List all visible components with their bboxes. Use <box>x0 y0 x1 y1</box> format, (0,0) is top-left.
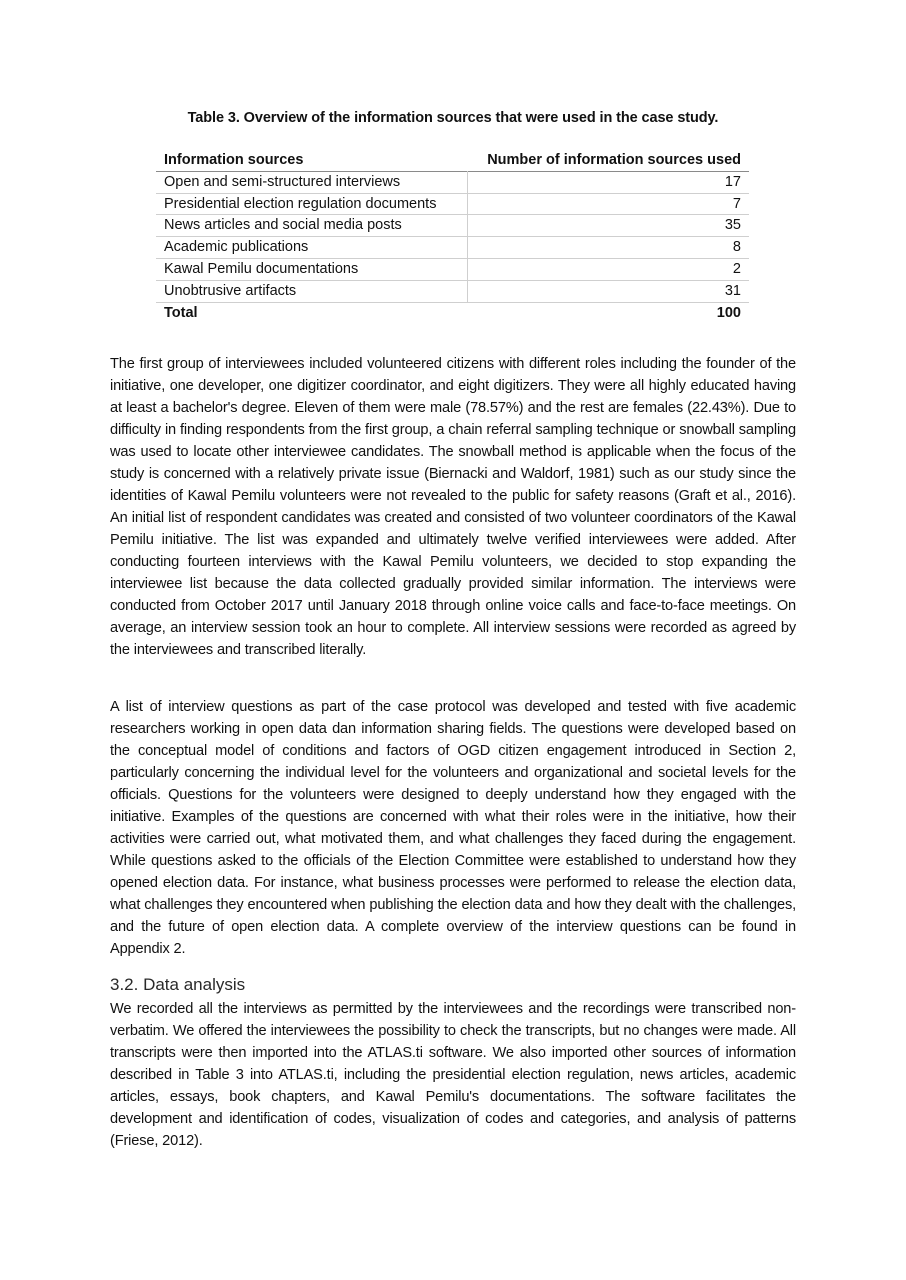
table-row <box>156 237 749 259</box>
table-header-row <box>156 150 749 171</box>
count-cell: 7 <box>732 195 741 212</box>
source-cell: Presidential election regulation documents <box>156 193 468 215</box>
body-paragraph-data-analysis: We recorded all the interviews as permitted by the interviewees and the recordings were transcribed non-verbatim. We offered the interviewees the possibility to check the transcripts, but no changes were made. All transcripts were then imported into the ATLAS.ti software. We also imported other sources of information described in Table 3 into ATLAS.ti, including the presidential election regulation, news articles, academic articles, essays, book chapters, and Kawal Pemilu's documentations. The software facilitates the development and identification of codes, visualization of codes and categories, and analysis of patterns (Friese, 2012). <box>110 1001 796 1149</box>
source-cell: Open and semi-structured interviews <box>156 171 468 193</box>
table-row <box>156 215 749 237</box>
body-paragraph-interview-questions: A list of interview questions as part of the case protocol was developed and tested with five academic researchers working in open data dan information sharing fields. The questions were developed based on the conceptual model of conditions and factors of OGD citizen engagement introduced in Section 2, particularly concerning the individual level for the volunteers and organizational and societal levels for the officials. Questions for the volunteers were designed to deeply understand how they engaged with the initiative. Examples of the questions are concerned with what their roles were in the initiative, how their activities were carried out, what motivated them, and what challenges they faced during the engagement. While questions asked to the officials of the Election Committee were established to understand how they opened election data. For instance, what business processes were performed to release the election data, what challenges they encountered when publishing the election data and how they dealt with the challenges, and the future of open election data. A complete overview of the interview questions can be found in Appendix 2. <box>110 699 796 957</box>
table-row <box>156 258 749 280</box>
source-cell: News articles and social media posts <box>156 215 468 237</box>
table-total-row <box>156 302 749 323</box>
count-cell: 31 <box>724 282 741 299</box>
total-value: 100 <box>716 304 741 321</box>
table-row <box>156 280 749 302</box>
source-cell: Academic publications <box>156 237 468 259</box>
table-caption: Table 3. Overview of the information sources that were used in the case study. <box>187 110 719 126</box>
count-cell: 17 <box>724 173 741 190</box>
table-row <box>156 193 749 215</box>
total-label: Total <box>164 304 198 321</box>
column-header-source: Information sources <box>164 152 304 168</box>
table-row <box>156 171 749 193</box>
body-paragraph-interviewees: The first group of interviewees included volunteered citizens with different roles including the founder of the initiative, one developer, one digitizer coordinator, and eight digitizers. They were all highly educated having at least a bachelor's degree. Eleven of them were male (78.57%) and the rest are females (22.43%). Due to difficulty in finding respondents from the first group, a chain referral sampling technique or snowball sampling was used to locate other interviewee candidates. The snowball method is applicable when the focus of the study is concerned with a relatively private issue (Biernacki and Waldorf, 1981) such as our study since the identities of Kawal Pemilu volunteers were not revealed to the public for safety reasons (Graft et al., 2016). An initial list of respondent candidates was created and consisted of two volunteer coordinators of the Kawal Pemilu initiative. The list was expanded and ultimately twelve verified interviewees were added. After conducting fourteen interviews with the Kawal Pemilu volunteers, we decided to stop expanding the interviewee list because the data collected gradually provided similar information. The interviews were conducted from October 2017 until January 2018 through online voice calls and face-to-face meetings. On average, an interview session took an hour to complete. All interview sessions were recorded as agreed by the interviewees and transcribed literally. <box>110 356 796 658</box>
source-cell: Kawal Pemilu documentations <box>156 258 468 280</box>
column-header-count: Number of information sources used <box>487 152 741 168</box>
count-cell: 2 <box>732 260 741 277</box>
count-cell: 35 <box>724 217 741 234</box>
source-cell: Unobtrusive artifacts <box>156 280 468 302</box>
section-heading: 3.2. Data analysis <box>110 975 246 994</box>
count-cell: 8 <box>732 239 741 256</box>
information-sources-table <box>156 150 749 323</box>
